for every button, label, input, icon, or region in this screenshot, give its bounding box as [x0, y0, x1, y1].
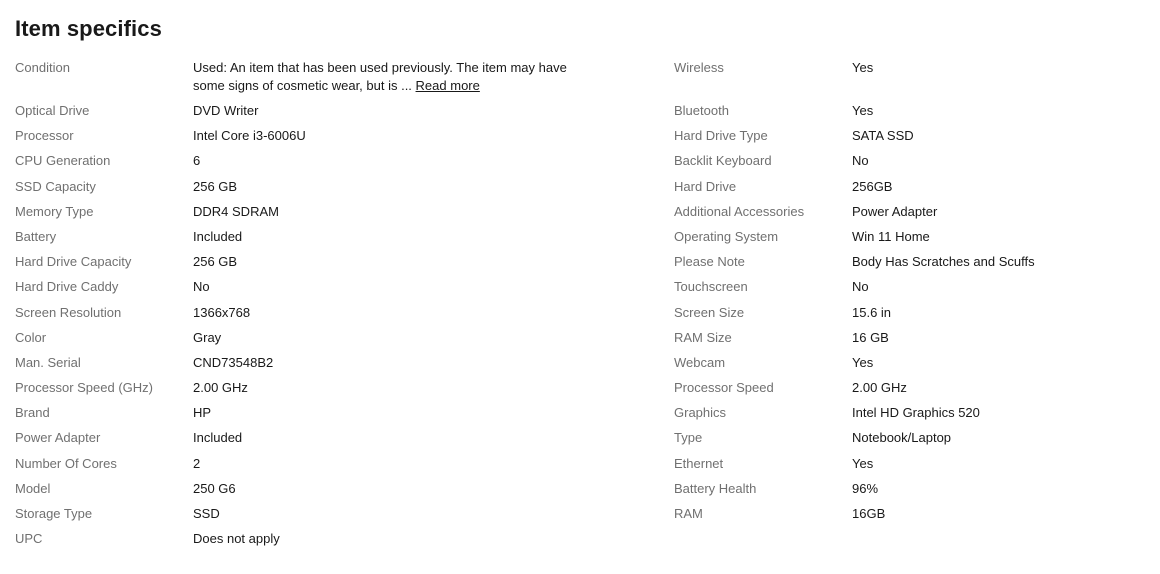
- spec-row: [674, 127, 1144, 152]
- spec-value: Intel Core i3-6006U: [193, 128, 306, 144]
- spec-row: [15, 127, 635, 152]
- spec-value: 6: [193, 153, 201, 169]
- spec-value: No: [852, 279, 869, 295]
- spec-value: 2.00 GHz: [852, 380, 907, 396]
- spec-label: Webcam: [674, 354, 726, 370]
- specs-column-left: [15, 59, 635, 555]
- spec-value: 16GB: [852, 506, 886, 521]
- spec-label: Optical Drive: [15, 103, 90, 118]
- spec-label: Wireless: [674, 60, 724, 75]
- spec-row: [674, 379, 1144, 404]
- spec-value: No: [193, 279, 210, 295]
- spec-row: [674, 354, 1144, 379]
- spec-label: Number Of Cores: [15, 455, 117, 471]
- spec-row: [674, 329, 1144, 354]
- spec-row: [674, 152, 1144, 177]
- spec-value: Included: [193, 228, 243, 244]
- spec-value: 256 GB: [193, 178, 238, 194]
- spec-label: Power Adapter: [15, 430, 101, 446]
- spec-label: Condition: [15, 60, 70, 75]
- spec-row: [674, 203, 1144, 228]
- spec-row: [674, 505, 1144, 530]
- spec-label: Touchscreen: [674, 279, 748, 295]
- spec-label: Hard Drive: [674, 178, 737, 194]
- spec-label: UPC: [15, 531, 43, 547]
- spec-label: Processor Speed (GHz): [15, 380, 153, 396]
- spec-label: Backlit Keyboard: [674, 153, 772, 169]
- spec-row: [674, 404, 1144, 429]
- spec-value: Yes: [852, 455, 874, 471]
- spec-label: Processor Speed: [674, 380, 774, 396]
- spec-label: Model: [15, 480, 51, 496]
- spec-row: [15, 329, 635, 354]
- spec-row: [15, 505, 635, 530]
- spec-label: Brand: [15, 405, 50, 421]
- spec-row: [15, 354, 635, 379]
- spec-value: 256GB: [852, 178, 893, 194]
- spec-row: [674, 59, 1144, 102]
- spec-row: [15, 278, 635, 303]
- spec-label: Hard Drive Type: [674, 128, 768, 144]
- spec-value: DVD Writer: [193, 103, 259, 118]
- spec-label: Please Note: [674, 254, 745, 270]
- spec-row: [15, 152, 635, 177]
- spec-value: Yes: [852, 354, 874, 370]
- spec-row: [15, 203, 635, 228]
- spec-row: [15, 530, 635, 555]
- spec-row: [15, 253, 635, 278]
- spec-label: CPU Generation: [15, 153, 111, 169]
- spec-row: [674, 304, 1144, 329]
- section-title: Item specifics: [15, 16, 162, 41]
- spec-row-condition: [15, 59, 635, 102]
- spec-label: Screen Size: [674, 304, 745, 320]
- spec-row: [15, 455, 635, 480]
- spec-label: SSD Capacity: [15, 178, 96, 194]
- spec-value: 256 GB: [193, 254, 238, 270]
- spec-label: Screen Resolution: [15, 304, 122, 320]
- spec-value: Intel HD Graphics 520: [852, 405, 980, 421]
- spec-row: [674, 278, 1144, 303]
- spec-value: Included: [193, 430, 243, 446]
- spec-label: RAM Size: [674, 329, 732, 345]
- condition-text: Used: An item that has been used previously. The item may have some signs of cosmetic wear, but is ...: [193, 60, 567, 93]
- spec-row: [15, 404, 635, 429]
- spec-row: [15, 429, 635, 454]
- spec-value: DDR4 SDRAM: [193, 203, 279, 219]
- spec-value: 15.6 in: [852, 304, 892, 320]
- spec-value: Gray: [193, 329, 222, 345]
- spec-label: Memory Type: [15, 203, 94, 219]
- spec-row: [15, 228, 635, 253]
- spec-value: 96%: [852, 480, 879, 496]
- spec-row: [674, 253, 1144, 278]
- specs-column-right: [674, 59, 1144, 530]
- spec-row: [15, 102, 635, 127]
- spec-value: Yes: [852, 103, 874, 118]
- spec-row: [15, 304, 635, 329]
- spec-value: Power Adapter: [852, 203, 938, 219]
- spec-value: Yes: [852, 60, 874, 75]
- spec-value: 1366x768: [193, 304, 251, 320]
- spec-label: Processor: [15, 128, 74, 144]
- spec-row: [674, 102, 1144, 127]
- spec-row: [674, 455, 1144, 480]
- spec-value: Does not apply: [193, 531, 280, 547]
- spec-label: Additional Accessories: [674, 203, 805, 219]
- spec-label: Operating System: [674, 228, 779, 244]
- spec-value: Win 11 Home: [852, 228, 930, 244]
- spec-label: Type: [674, 430, 703, 446]
- spec-value: CND73548B2: [193, 354, 274, 370]
- spec-row: [674, 178, 1144, 203]
- spec-value: 16 GB: [852, 329, 889, 345]
- spec-value: SATA SSD: [852, 128, 914, 144]
- spec-row: [15, 178, 635, 203]
- spec-value: No: [852, 153, 869, 169]
- spec-row: [674, 429, 1144, 454]
- spec-value: SSD: [193, 506, 220, 521]
- spec-value: [193, 59, 583, 95]
- spec-value: Notebook/Laptop: [852, 430, 952, 446]
- spec-row: [674, 480, 1144, 505]
- spec-value: HP: [193, 405, 212, 421]
- spec-label: Hard Drive Capacity: [15, 254, 132, 270]
- spec-label: Ethernet: [674, 455, 724, 471]
- spec-label: Man. Serial: [15, 354, 81, 370]
- spec-label: Bluetooth: [674, 103, 729, 118]
- spec-row: [15, 480, 635, 505]
- spec-value: 250 G6: [193, 480, 236, 496]
- spec-label: Color: [15, 329, 47, 345]
- spec-label: Hard Drive Caddy: [15, 279, 119, 295]
- spec-row: [15, 379, 635, 404]
- spec-value: 2.00 GHz: [193, 380, 248, 396]
- spec-value: 2: [193, 455, 201, 471]
- spec-label: Battery: [15, 228, 57, 244]
- spec-label: Storage Type: [15, 506, 93, 521]
- spec-value: Body Has Scratches and Scuffs: [852, 254, 1035, 270]
- read-more-link[interactable]: Read more: [415, 78, 480, 93]
- spec-label: Battery Health: [674, 480, 757, 496]
- spec-label: Graphics: [674, 405, 727, 421]
- spec-label: RAM: [674, 506, 703, 521]
- spec-row: [674, 228, 1144, 253]
